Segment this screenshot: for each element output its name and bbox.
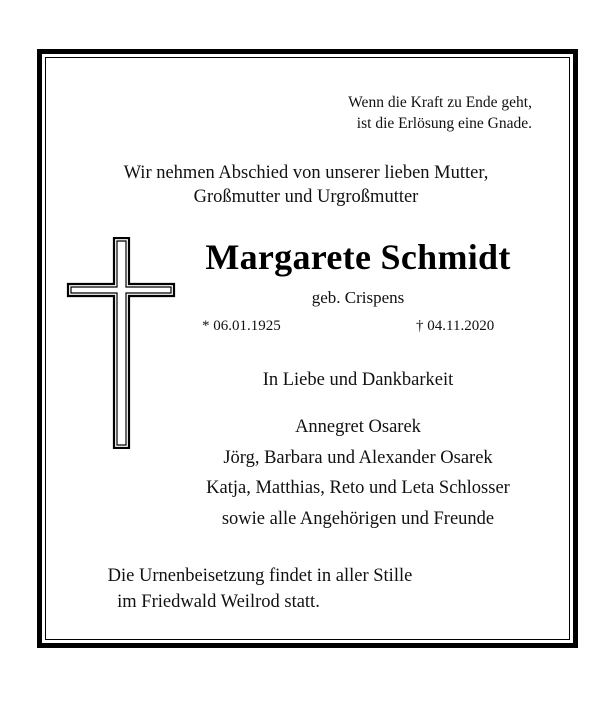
- death-date: † 04.11.2020: [416, 318, 495, 334]
- burial-line-1: Die Urnenbeisetzung findet in aller Stille: [107, 566, 413, 586]
- closing-phrase: In Liebe und Dankbarkeit: [262, 370, 454, 390]
- intro-line-1: Wir nehmen Abschied von unserer lieben Mutter,: [123, 163, 489, 183]
- birth-date: * 06.01.1925: [202, 318, 281, 334]
- motto: [0, 92, 532, 134]
- mourner-line: Katja, Matthias, Reto und Leta Schlosser: [206, 478, 510, 498]
- burial-line-2: im Friedwald Weilrod statt.: [117, 592, 320, 612]
- burial-notice: [0, 563, 612, 615]
- motto-line-1: Wenn die Kraft zu Ende geht,: [348, 94, 532, 111]
- deceased-name: Margarete Schmidt: [205, 237, 511, 277]
- mourner-line: sowie alle Angehörigen und Freunde: [221, 508, 495, 529]
- intro-text: [0, 161, 612, 209]
- maiden-name: geb. Crispens: [311, 288, 405, 307]
- mourners-list: [128, 412, 588, 534]
- mourner-line: Annegret Osarek: [295, 417, 421, 437]
- motto-line-2: ist die Erlösung eine Gnade.: [356, 115, 532, 132]
- intro-line-2: Großmutter und Urgroßmutter: [193, 187, 419, 207]
- mourner-line: Jörg, Barbara und Alexander Osarek: [223, 447, 493, 468]
